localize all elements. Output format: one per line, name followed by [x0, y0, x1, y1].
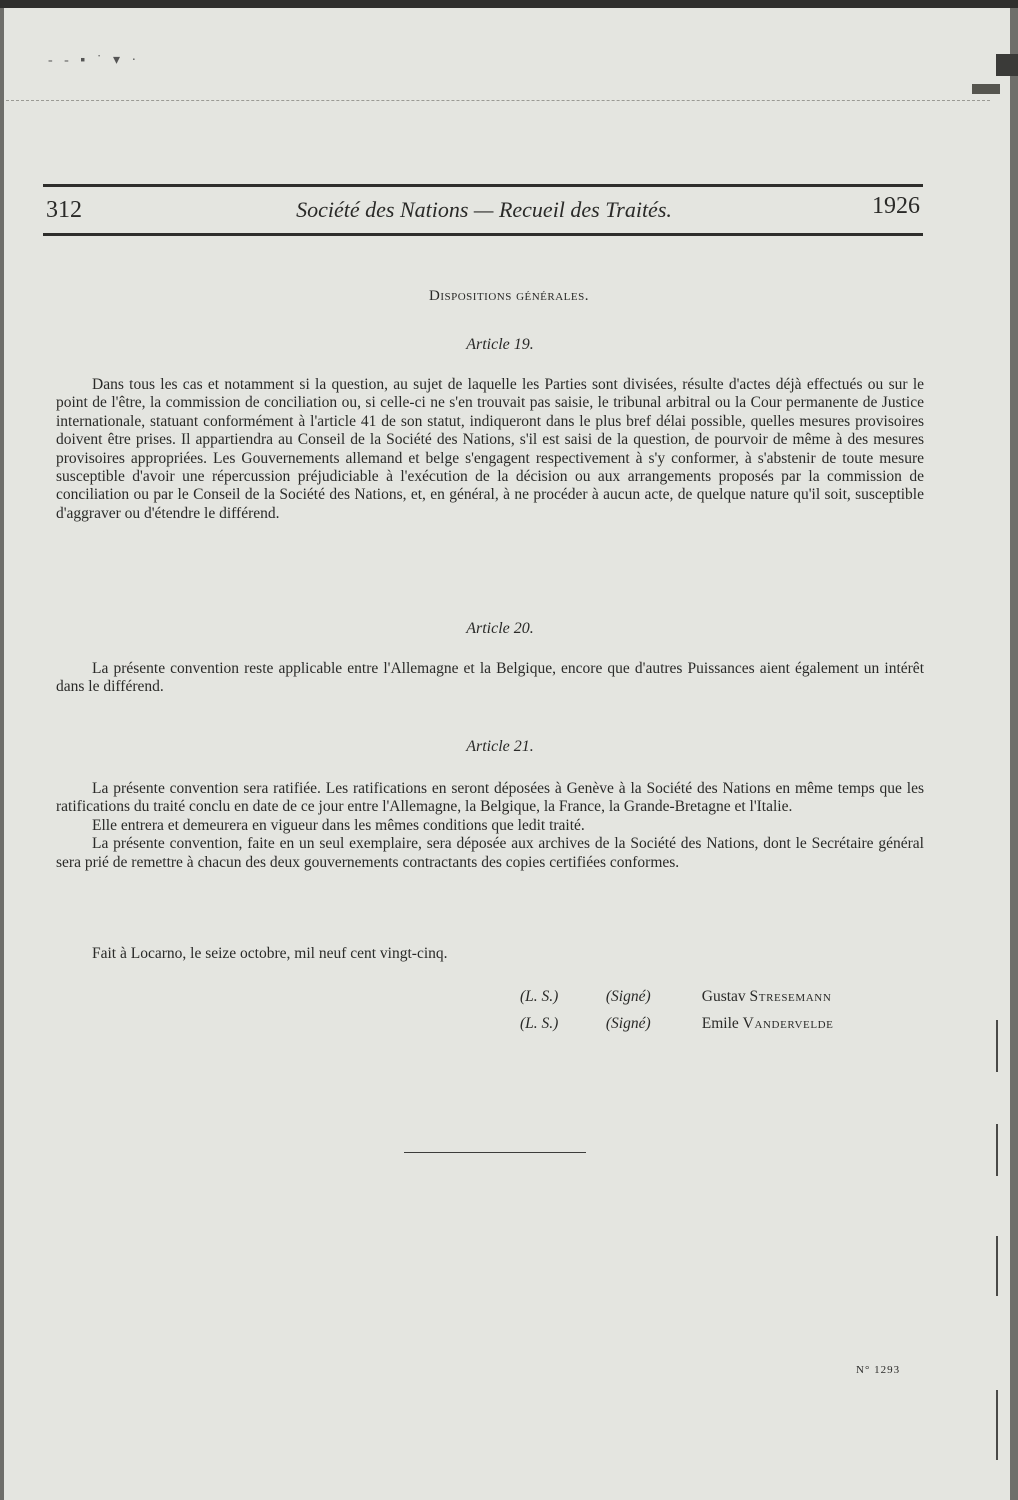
article-20-paragraph: La présente convention reste applicable entre l'Allemagne et la Belgique, encore que d'autres Puissances aient également un intérêt dans le différend.	[56, 660, 924, 696]
page-fold-line	[6, 100, 990, 101]
margin-mark	[996, 1390, 998, 1460]
seal-mark: (L. S.)	[520, 1015, 559, 1032]
scan-edge-mark	[996, 54, 1018, 76]
article-19-paragraph: Dans tous les cas et notamment si la question, au sujet de laquelle les Parties sont divisées, résulte d'actes déjà effectués ou sur le point de l'être, la commission de conciliation ou, si celle-ci ne s'en trouvait pas saisie, le tribunal arbitral ou la Cour permanente de Justice internationale, statuant conformément à l'article 41 de son statut, indiqueront dans le plus bref délai possible, quelles mesures provisoires doivent être prises. Il appartiendra au Conseil de la Société des Nations, s'il est saisi de la question, de pourvoir de même à des mesures provisoires appropriées. Les Gouvernements allemand et belge s'engagent respectivement à s'y conformer, à s'abstenir de toute mesure susceptible d'avoir une répercussion préjudiciable à l'exécution de la décision ou aux arrangements proposés par la commission de conciliation ou par le Conseil de la Société des Nations, et, en général, à ne procéder à aucun acte, de quelque nature qu'il soit, susceptible d'aggraver ou d'étendre le différend.	[56, 376, 924, 522]
signed-mark: (Signé)	[605, 988, 651, 1005]
signature-line	[520, 1015, 834, 1033]
margin-mark	[996, 1020, 998, 1072]
header-year: 1926	[872, 193, 920, 219]
seal-mark: (L. S.)	[520, 988, 559, 1005]
header-rule-bottom	[43, 233, 923, 236]
closing-rule	[404, 1152, 586, 1153]
page-header	[46, 193, 922, 233]
article-21-paragraph: La présente convention, faite en un seul exemplaire, sera déposée aux archives de la Société des Nations, dont le Secrétaire général sera prié de remettre à chacun des deux gouvernements contractants des copies certifiées conformes.	[56, 835, 924, 871]
signatory-name	[702, 1015, 834, 1032]
header-rule-top	[43, 184, 923, 187]
section-title: Dispositions générales.	[428, 288, 589, 304]
document-reference: N° 1293	[856, 1364, 901, 1376]
page-number: 312	[46, 197, 82, 223]
article-21-heading: Article 21.	[466, 738, 534, 755]
signatory-surname: Vandervelde	[742, 1015, 834, 1032]
article-19-heading: Article 19.	[466, 336, 534, 353]
article-21-paragraph: La présente convention sera ratifiée. Les ratifications en seront déposées à Genève à la Société des Nations en même temps que les ratifications du traité conclu en date de ce jour entre l'Allemagne, la Belgique, la France, la Grande-Bretagne et l'Italie.	[56, 780, 924, 816]
signed-mark: (Signé)	[605, 1015, 651, 1032]
margin-mark	[996, 1124, 998, 1176]
article-20-body	[56, 660, 924, 697]
article-21-paragraph: Elle entrera et demeurera en vigueur dans les mêmes conditions que ledit traité.	[92, 816, 585, 834]
scan-top-edge	[0, 0, 1018, 8]
place-and-date: Fait à Locarno, le seize octobre, mil neuf cent vingt-cinq.	[92, 945, 448, 962]
margin-mark	[996, 1236, 998, 1296]
signatory-name	[702, 988, 832, 1005]
article-21-body	[56, 780, 924, 872]
signatory-first-name: Gustav	[701, 988, 746, 1005]
signature-line	[520, 988, 831, 1006]
article-20-heading: Article 20.	[466, 620, 534, 637]
article-19-body	[56, 376, 924, 523]
signatory-first-name: Emile	[701, 1015, 739, 1032]
scan-specks: - - ▪ ˙ ▾ ·	[48, 53, 141, 68]
scan-edge-mark	[972, 84, 1000, 94]
closing-statement	[56, 945, 924, 963]
running-title: Société des Nations — Recueil des Traités.	[296, 197, 672, 222]
signatory-surname: Stresemann	[749, 988, 832, 1005]
